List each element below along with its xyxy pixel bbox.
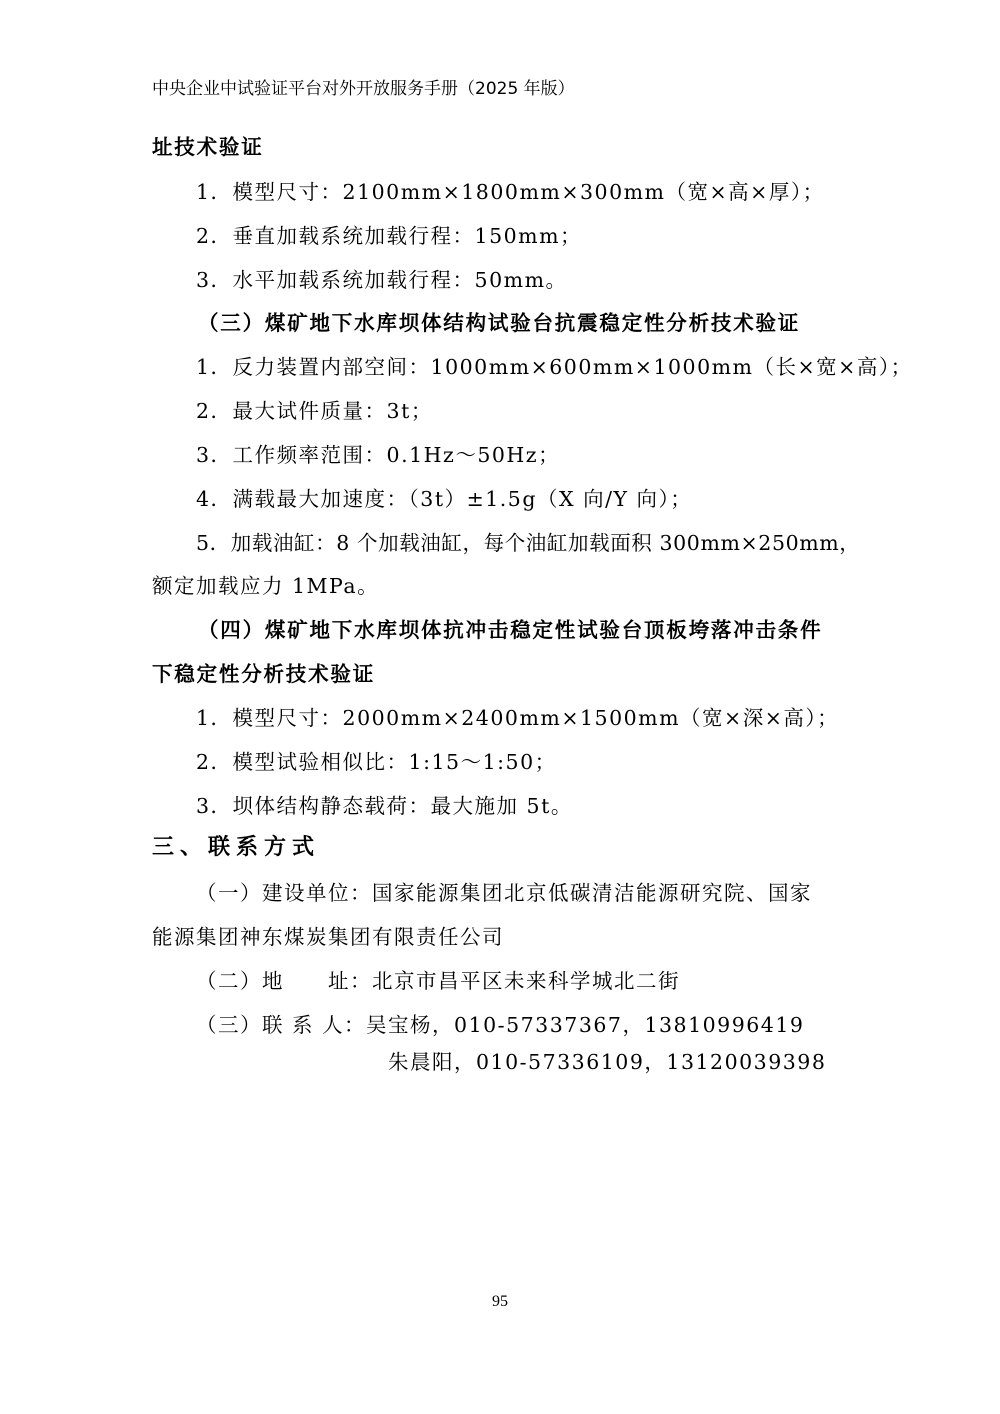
section-4-heading-line-1: （四）煤矿地下水库坝体抗冲击稳定性试验台顶板垮落冲击条件 <box>198 618 823 642</box>
page-number: 95 <box>492 1293 508 1310</box>
builder-line-2: 能源集团神东煤炭集团有限责任公司 <box>152 925 504 949</box>
continued-heading: 址技术验证 <box>152 135 264 159</box>
contact-person-1: 吴宝杨，010-57337367，13810996419 <box>366 1013 805 1037</box>
section-4-item-2: 2．模型试验相似比：1:15～1:50； <box>196 750 557 774</box>
contact-heading: 三、联系方式 <box>152 835 321 860</box>
section-3-heading: （三）煤矿地下水库坝体结构试验台抗震稳定性分析技术验证 <box>198 311 801 335</box>
section-3-item-5-continued: 额定加载应力 1MPa。 <box>152 574 380 598</box>
header-rule <box>152 104 852 105</box>
section-a-item-1: 1．模型尺寸：2100mm×1800mm×300mm（宽×高×厚）； <box>196 180 825 204</box>
section-3-item-1: 1．反力装置内部空间：1000mm×600mm×1000mm（长×宽×高）； <box>196 355 913 379</box>
address-label: （二）地 址： <box>196 969 372 993</box>
section-3-item-5: 5．加载油缸：8 个加载油缸，每个油缸加载面积 300mm×250mm， <box>196 531 861 555</box>
section-4-item-1: 1．模型尺寸：2000mm×2400mm×1500mm（宽×深×高）； <box>196 706 840 730</box>
section-3-item-4: 4．满载最大加速度：（3t）±1.5g（X 向/Y 向）； <box>196 487 693 511</box>
section-a-item-3: 3．水平加载系统加载行程：50mm。 <box>196 268 568 292</box>
section-3-item-2: 2．最大试件质量：3t； <box>196 399 433 423</box>
running-header: 中央企业中试验证平台对外开放服务手册（2025 年版） <box>152 79 575 99</box>
address-value: 北京市昌平区未来科学城北二街 <box>372 969 680 993</box>
section-a-item-2: 2．垂直加载系统加载行程：150mm； <box>196 224 583 248</box>
contact-person-row <box>196 1011 804 1039</box>
section-4-heading-line-2: 下稳定性分析技术验证 <box>152 662 375 686</box>
section-4-item-3: 3．坝体结构静态载荷：最大施加 5t。 <box>196 794 573 818</box>
section-3-item-3: 3．工作频率范围：0.1Hz～50Hz； <box>196 443 561 467</box>
contact-person-2: 朱晨阳，010-57336109，13120039398 <box>388 1050 827 1074</box>
contact-person-label: （三）联 系 人： <box>196 1013 367 1037</box>
builder-line-1: （一）建设单位：国家能源集团北京低碳清洁能源研究院、国家 <box>196 881 812 905</box>
address-row <box>196 967 680 995</box>
